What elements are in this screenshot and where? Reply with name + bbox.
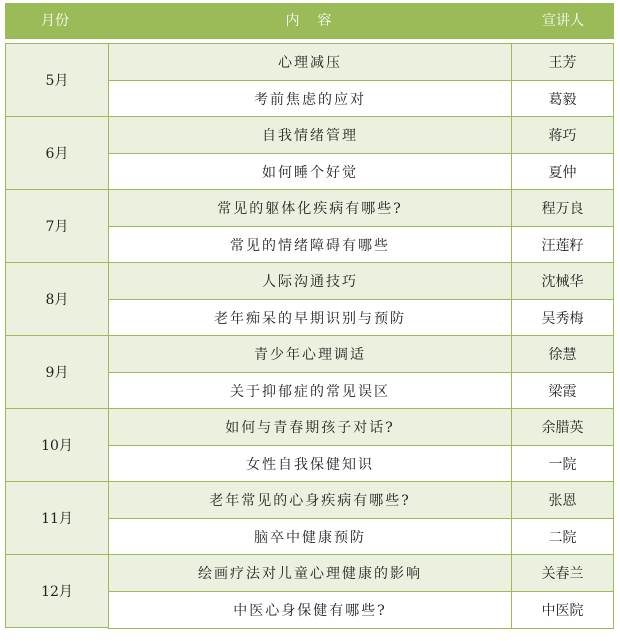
speaker-cell: 葛毅 bbox=[511, 80, 614, 118]
content-cell bbox=[108, 299, 512, 337]
content-cell bbox=[108, 43, 512, 81]
month-cell: 9月 bbox=[5, 335, 109, 409]
month-cell: 12月 bbox=[5, 554, 109, 628]
header-speaker: 宣讲人 bbox=[542, 13, 584, 29]
speaker-cell: 余腊英 bbox=[511, 408, 614, 446]
month-group bbox=[5, 262, 614, 336]
month-group bbox=[5, 189, 614, 263]
topic-text: 常见的躯体化疾病有哪些? bbox=[217, 201, 403, 217]
topic-text: 心理减压 bbox=[278, 55, 342, 71]
month-cell: 7月 bbox=[5, 189, 109, 263]
month-cell: 6月 bbox=[5, 116, 109, 190]
topic-text: 如何与青春期孩子对话? bbox=[225, 420, 395, 436]
month-cell: 11月 bbox=[5, 481, 109, 555]
content-cell bbox=[108, 518, 512, 556]
month-group bbox=[5, 408, 614, 482]
speaker-cell: 沈械华 bbox=[511, 262, 614, 300]
table-header bbox=[5, 3, 614, 39]
topic-text: 绘画疗法对儿童心理健康的影响 bbox=[198, 566, 422, 582]
speaker-cell: 梁霞 bbox=[511, 372, 614, 410]
content-cell bbox=[108, 189, 512, 227]
month-cell: 5月 bbox=[5, 43, 109, 117]
topic-text: 青少年心理调适 bbox=[254, 347, 366, 363]
speaker-cell: 蒋巧 bbox=[511, 116, 614, 154]
topic-text: 关于抑郁症的常见误区 bbox=[230, 384, 390, 400]
month-group bbox=[5, 116, 614, 190]
content-cell bbox=[108, 335, 512, 373]
content-cell bbox=[108, 554, 512, 592]
topic-text: 老年痴呆的早期识别与预防 bbox=[214, 311, 406, 327]
header-content: 内容 bbox=[285, 13, 350, 29]
topic-text: 老年常见的心身疾病有哪些? bbox=[209, 493, 411, 509]
month-group bbox=[5, 335, 614, 409]
content-cell bbox=[108, 591, 512, 629]
topic-text: 女性自我保健知识 bbox=[246, 457, 374, 473]
month-group bbox=[5, 554, 614, 628]
speaker-cell: 夏仲 bbox=[511, 153, 614, 191]
speaker-cell: 张恩 bbox=[511, 481, 614, 519]
topic-text: 如何睡个好觉 bbox=[262, 165, 358, 181]
speaker-cell: 一院 bbox=[511, 445, 614, 483]
content-cell bbox=[108, 226, 512, 264]
speaker-cell: 王芳 bbox=[511, 43, 614, 81]
topic-text: 自我情绪管理 bbox=[262, 128, 358, 144]
content-cell bbox=[108, 372, 512, 410]
content-cell bbox=[108, 262, 512, 300]
topic-text: 常见的情绪障碍有哪些 bbox=[230, 238, 390, 254]
speaker-cell: 程万良 bbox=[511, 189, 614, 227]
topic-text: 人际沟通技巧 bbox=[262, 274, 358, 290]
month-cell: 10月 bbox=[5, 408, 109, 482]
topic-text: 考前焦虑的应对 bbox=[254, 92, 366, 108]
month-cell: 8月 bbox=[5, 262, 109, 336]
content-cell bbox=[108, 153, 512, 191]
content-cell bbox=[108, 116, 512, 154]
content-cell bbox=[108, 408, 512, 446]
speaker-cell: 关春兰 bbox=[511, 554, 614, 592]
speaker-cell: 吴秀梅 bbox=[511, 299, 614, 337]
month-group bbox=[5, 43, 614, 117]
speaker-cell: 徐慧 bbox=[511, 335, 614, 373]
speaker-cell: 二院 bbox=[511, 518, 614, 556]
month-group bbox=[5, 481, 614, 555]
speaker-cell: 中医院 bbox=[511, 591, 614, 629]
content-cell bbox=[108, 445, 512, 483]
content-cell bbox=[108, 481, 512, 519]
header-month: 月份 bbox=[41, 13, 69, 29]
topic-text: 脑卒中健康预防 bbox=[254, 530, 366, 546]
speaker-cell: 汪莲籽 bbox=[511, 226, 614, 264]
content-cell bbox=[108, 80, 512, 118]
topic-text: 中医心身保健有哪些? bbox=[233, 603, 387, 619]
